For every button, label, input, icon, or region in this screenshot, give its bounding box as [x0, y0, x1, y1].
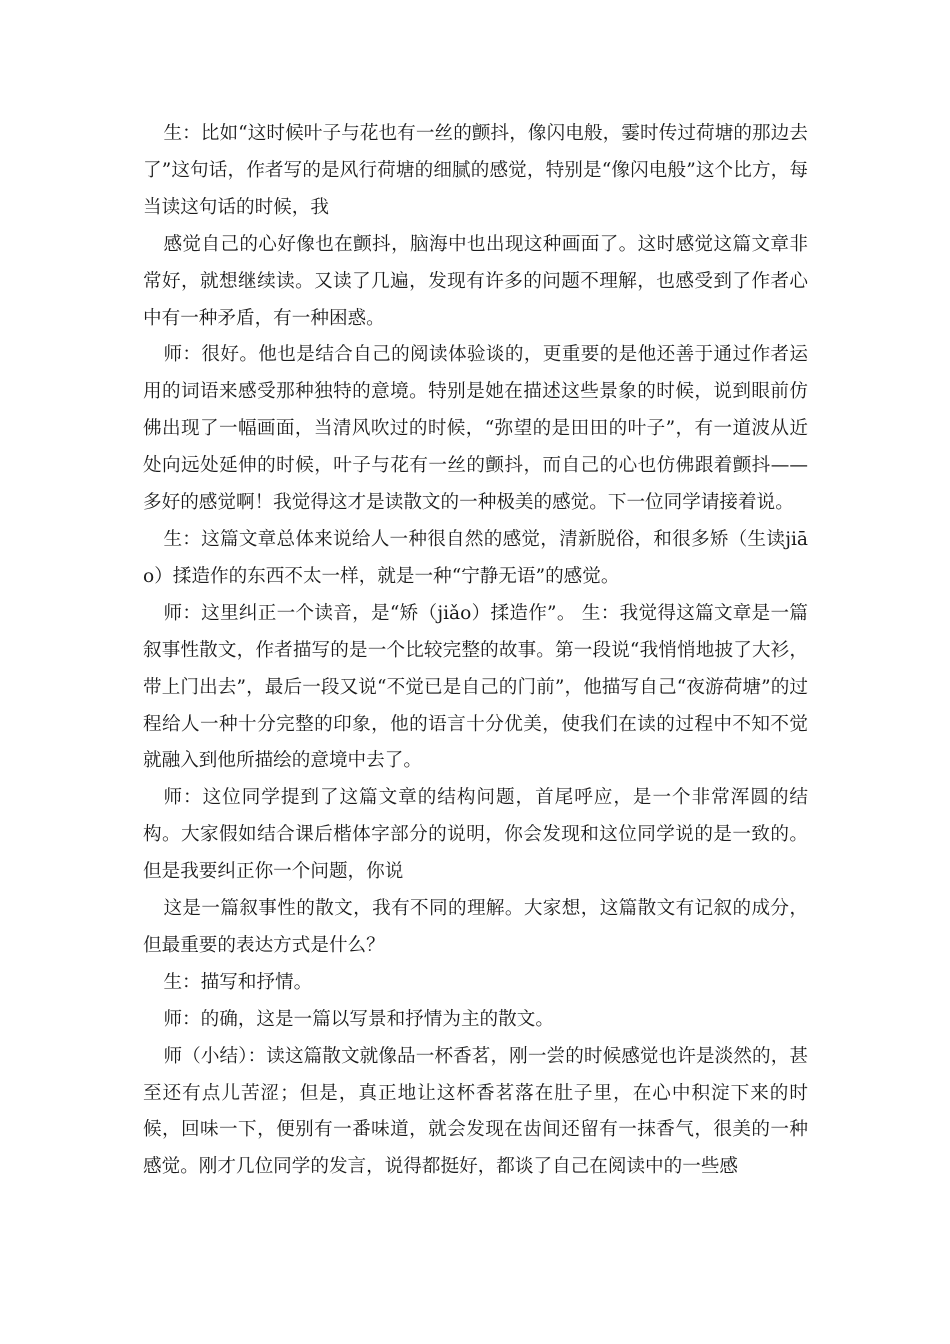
paragraph-teacher-praise: 师：很好。他也是结合自己的阅读体验谈的，更重要的是他还善于通过作者运用的词语来感受那种独特的意境。特别是她在描述这些景象的时候，说到眼前仿佛出现了一幅画面，当清风吹过的时候，“弥望的是田田的叶子”，有一道波从近处向远处延伸的时候，叶子与花有一丝的颤抖，而自己的心也仿佛跟着颤抖——多好的感觉啊！我觉得这才是读散文的一种极美的感觉。下一位同学请接着说。	[143, 344, 808, 514]
paragraph-teacher-structure: 师：这位同学提到了这篇文章的结构问题，首尾呼应，是一个非常浑圆的结构。大家假如结合课后楷体字部分的说明，你会发现和这位同学说的是一致的。但是我要纠正你一个问题，你说	[143, 787, 808, 883]
paragraph-narrative-question: 这是一篇叙事性的散文，我有不同的理解。大家想，这篇散文有记叙的成分，但最重要的表达方式是什么？	[143, 898, 808, 956]
paragraph-student-natural: 生：这篇文章总体来说给人一种很自然的感觉，清新脱俗，和很多矫（生读jiāo）揉造作的东西不太一样，就是一种“宁静无语”的感觉。	[143, 528, 808, 587]
document-body	[143, 116, 808, 1186]
paragraph-student-lightning: 生：比如“这时候叶子与花也有一丝的颤抖，像闪电般，霎时传过荷塘的那边去了”这句话，作者写的是风行荷塘的细腻的感觉，特别是“像闪电般”这个比方，每当读这句话的时候，我	[143, 123, 808, 218]
paragraph-teacher-confirm: 师：的确，这是一篇以写景和抒情为主的散文。	[163, 1008, 554, 1030]
paragraph-student-answer: 生：描写和抒情。	[163, 971, 313, 993]
paragraph-heart-trembling: 感觉自己的心好像也在颤抖，脑海中也出现这种画面了。这时感觉这篇文章非常好，就想继续读。又读了几遍，发现有许多的问题不理解，也感受到了作者心中有一种矛盾，有一种困惑。	[143, 233, 808, 329]
paragraph-teacher-summary: 师（小结）：读这篇散文就像品一杯香茗，刚一尝的时候感觉也许是淡然的，甚至还有点儿苦涩；但是，真正地让这杯香茗落在肚子里，在心中积淀下来的时候，回味一下，便别有一番味道，就会发现在齿间还留有一抹香气，很美的一种感觉。刚才几位同学的发言，说得都挺好，都谈了自己在阅读中的一些感	[143, 1045, 808, 1178]
paragraph-teacher-pronunciation: 师：这里纠正一个读音，是“矫（jiǎo）揉造作”。 生：我觉得这篇文章是一篇叙事性散文，作者描写的是一个比较完整的故事。第一段说“我悄悄地披了大衫，带上门出去”，最后一段又说“不觉已是自己的门前”，他描写自己“夜游荷塘”的过程给人一种十分完整的印象，他的语言十分优美，使我们在读的过程中不知不觉就融入到他所描绘的意境中去了。	[143, 602, 808, 772]
